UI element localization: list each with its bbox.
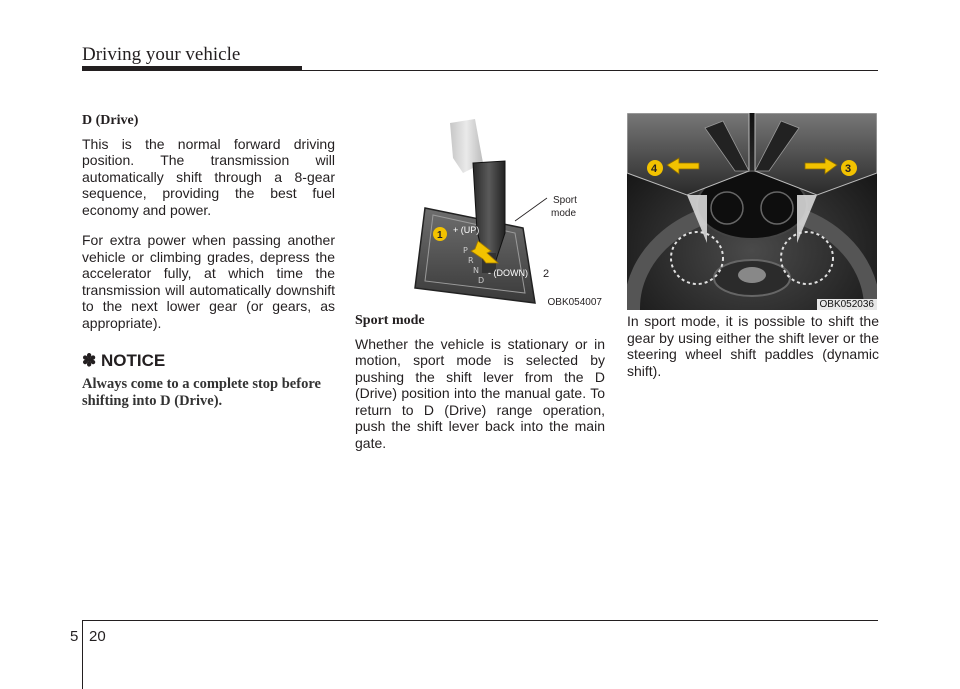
callout-4: 4: [651, 163, 658, 175]
column-sport-mode-cont: [627, 313, 879, 379]
footer-rule: [82, 620, 878, 621]
label-sport: Sport: [553, 195, 577, 206]
header-title: Driving your vehicle: [82, 44, 241, 65]
header-rule: [300, 70, 878, 71]
notice-heading: ✽ NOTICE: [82, 351, 166, 370]
callout-1: 1: [437, 230, 443, 241]
gear-letter: R: [468, 256, 474, 265]
paddle-shift-body: In sport mode, it is possible to shift the gear by using either the shift lever or the steering wheel shift paddles (dynamic shift).: [627, 313, 879, 379]
callout-2: 2: [543, 268, 550, 280]
shifter-base: [415, 208, 535, 303]
notice-body: Always come to a complete stop before shifting into D (Drive).: [82, 375, 321, 409]
steering-paddle-illustration: [627, 113, 877, 310]
drive-paragraph-1: This is the normal forward driving position. The transmission will automatically shift through a 8-gear sequence, providing the best fuel economy and power.: [82, 135, 335, 218]
shift-lever-illustration: [355, 113, 605, 310]
label-down: - (DOWN): [488, 268, 528, 278]
footer-section-number: 5: [70, 628, 79, 645]
column-drive: [82, 113, 335, 410]
sport-mode-body: Whether the vehicle is stationary or in motion, sport mode is selected by pushing the shift lever from the D (Drive) position into the manual gate. To return to D (Drive) range operation, push the shift lever back into the main gate.: [355, 335, 605, 451]
shift-lever-figure: [355, 113, 605, 310]
figure-code: OBK054007: [547, 297, 602, 308]
callout-3: 3: [845, 163, 852, 175]
drive-heading: D (Drive): [82, 113, 139, 128]
gear-letter: D: [478, 276, 485, 285]
column-sport-mode: [355, 313, 605, 451]
footer-divider: [82, 620, 83, 689]
header-bar: [82, 66, 302, 71]
sport-mode-heading: Sport mode: [355, 313, 425, 328]
drive-paragraph-2: For extra power when passing another vehicle or climbing grades, depress the accelerator fully, at which time the transmission will automatically downshift to the next lower gear (or gears, as appropriate).: [82, 232, 335, 331]
gear-letter: N: [473, 266, 479, 275]
label-mode: mode: [551, 208, 577, 219]
footer-page-number: 20: [89, 628, 106, 645]
steering-paddle-figure: [627, 113, 877, 310]
label-up: + (UP): [453, 225, 480, 235]
figure-code: OBK052036: [817, 299, 878, 310]
gear-letter: P: [463, 246, 468, 255]
